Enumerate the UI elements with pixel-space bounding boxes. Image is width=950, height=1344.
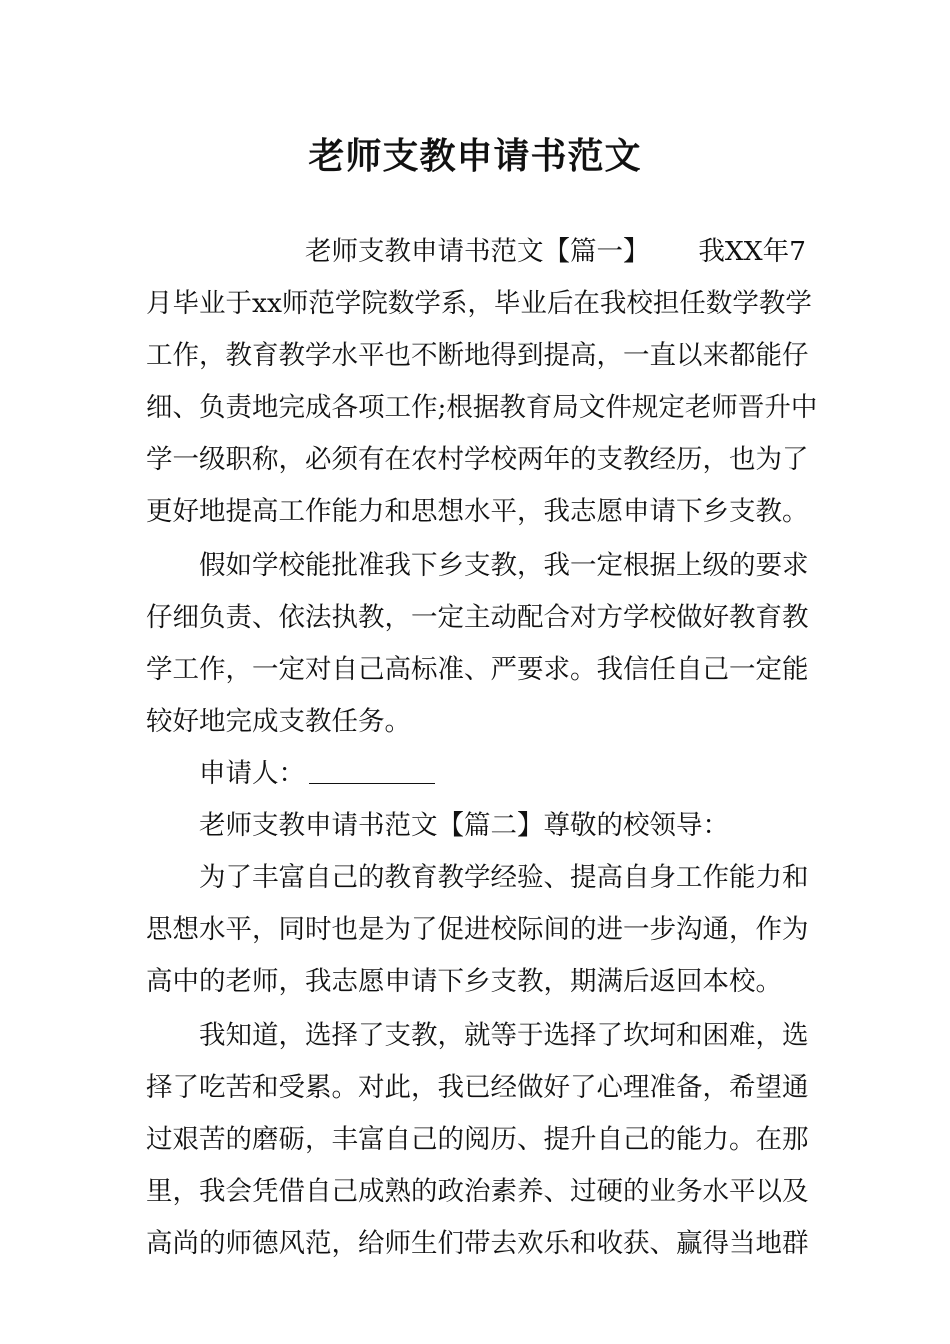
paragraph-line: 思想水平，同时也是为了促进校际间的进一步沟通，作为 bbox=[146, 914, 809, 945]
paragraph-line: 学一级职称，必须有在农村学校两年的支教经历，也为了 bbox=[146, 444, 809, 475]
paragraph-line: 择了吃苦和受累。对此，我已经做好了心理准备，希望通 bbox=[146, 1072, 809, 1103]
paragraph-line: 高尚的师德风范，给师生们带去欢乐和收获、赢得当地群 bbox=[146, 1228, 809, 1259]
paragraph-1-opening: 我XX年7 bbox=[698, 236, 806, 267]
paragraph-line: 细、负责地完成各项工作;根据教育局文件规定老师晋升中 bbox=[146, 392, 818, 423]
document-title: 老师支教申请书范文 bbox=[308, 136, 642, 177]
paragraph-line: 我知道，选择了支教，就等于选择了坎坷和困难，选 bbox=[199, 1020, 809, 1051]
paragraph-1-first-line bbox=[146, 226, 806, 278]
paragraph-line: 更好地提高工作能力和思想水平，我志愿申请下乡支教。 bbox=[146, 496, 809, 527]
section-heading-2: 老师支教申请书范文【篇二】尊敬的校领导： bbox=[199, 810, 729, 841]
paragraph-line: 仔细负责、依法执教，一定主动配合对方学校做好教育教 bbox=[146, 602, 809, 633]
signature-blank bbox=[309, 753, 435, 784]
paragraph-line: 为了丰富自己的教育教学经验、提高自身工作能力和 bbox=[199, 862, 809, 893]
paragraph-line: 假如学校能批准我下乡支教，我一定根据上级的要求 bbox=[199, 550, 809, 581]
document-body bbox=[146, 226, 818, 1270]
paragraph-line: 高中的老师，我志愿申请下乡支教，期满后返回本校。 bbox=[146, 966, 782, 997]
paragraph-line: 过艰苦的磨砺，丰富自己的阅历、提升自己的能力。在那 bbox=[146, 1124, 809, 1155]
section-heading-1: 老师支教申请书范文【篇一】 bbox=[305, 236, 650, 267]
paragraph-line: 学工作，一定对自己高标准、严要求。我信任自己一定能 bbox=[146, 654, 809, 685]
paragraph-line: 月毕业于xx师范学院数学系，毕业后在我校担任数学教学 bbox=[146, 288, 812, 319]
applicant-line bbox=[146, 748, 806, 800]
applicant-label: 申请人： bbox=[199, 758, 305, 789]
paragraph-line: 较好地完成支教任务。 bbox=[146, 706, 411, 737]
paragraph-line: 工作，教育教学水平也不断地得到提高，一直以来都能仔 bbox=[146, 340, 809, 371]
paragraph-line: 里，我会凭借自己成熟的政治素养、过硬的业务水平以及 bbox=[146, 1176, 809, 1207]
